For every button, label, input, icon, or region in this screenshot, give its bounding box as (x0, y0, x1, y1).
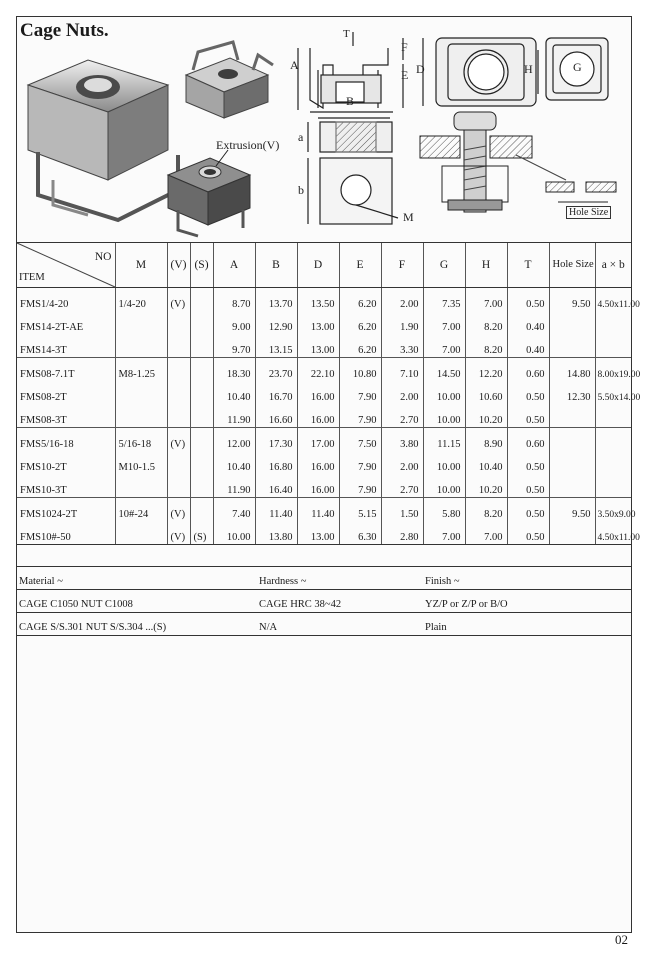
cell-g: 10.00 (423, 451, 465, 474)
cell-b: 12.90 (255, 311, 297, 334)
cell-g: 7.00 (423, 521, 465, 545)
cell-axb (595, 428, 631, 452)
cell-axb: 8.00x19.00 (595, 358, 631, 382)
cell-a: 10.40 (213, 451, 255, 474)
materials-row (17, 613, 631, 636)
cell-b: 23.70 (255, 358, 297, 382)
illustrations (18, 30, 630, 238)
material-value: CAGE C1050 NUT C1008 (19, 599, 133, 610)
dim-t-label: T (343, 28, 350, 40)
cell-d: 13.00 (297, 311, 339, 334)
cell-s (190, 498, 213, 522)
cell-hole (549, 404, 595, 428)
table-row (17, 428, 631, 452)
cell-v (167, 334, 190, 358)
cell-h: 10.20 (465, 404, 507, 428)
cell-a: 11.90 (213, 474, 255, 498)
materials-row (17, 590, 631, 613)
cell-hole: 9.50 (549, 498, 595, 522)
cell-e: 10.80 (339, 358, 381, 382)
cell-hole (549, 474, 595, 498)
material-value: CAGE S/S.301 NUT S/S.304 ...(S) (19, 622, 167, 633)
cell-g: 10.00 (423, 404, 465, 428)
cell-d: 16.00 (297, 451, 339, 474)
cell-e: 7.50 (339, 428, 381, 452)
cell-b: 13.80 (255, 521, 297, 545)
cell-hole: 14.80 (549, 358, 595, 382)
cell-item: FMS1024-2T (17, 498, 115, 522)
header-e: E (339, 243, 381, 288)
cell-b: 13.70 (255, 288, 297, 312)
header-h: H (465, 243, 507, 288)
cell-axb (595, 404, 631, 428)
materials-section (17, 566, 631, 636)
cell-v: (V) (167, 288, 190, 312)
cell-d: 17.00 (297, 428, 339, 452)
materials-header-row (17, 566, 631, 590)
extrusion-label: Extrusion(V) (216, 138, 280, 152)
table-row (17, 451, 631, 474)
cell-axb (595, 311, 631, 334)
cell-s (190, 428, 213, 452)
cell-v (167, 358, 190, 382)
cell-a: 18.30 (213, 358, 255, 382)
cell-f: 2.80 (381, 521, 423, 545)
header-d: D (297, 243, 339, 288)
cell-m: 10#-24 (115, 498, 167, 522)
cell-f: 2.70 (381, 404, 423, 428)
cell-f: 7.10 (381, 358, 423, 382)
dim-h-label: H (524, 62, 533, 76)
dim-a-small-label: a (298, 130, 304, 144)
cell-axb: 3.50x9.00 (595, 498, 631, 522)
table-row (17, 311, 631, 334)
cell-axb (595, 334, 631, 358)
cell-f: 2.70 (381, 474, 423, 498)
header-hole-size: Hole Size (549, 243, 595, 288)
cell-hole (549, 428, 595, 452)
cell-axb (595, 474, 631, 498)
cell-a: 11.90 (213, 404, 255, 428)
cell-t: 0.40 (507, 334, 549, 358)
cell-a: 10.40 (213, 381, 255, 404)
cell-hole (549, 334, 595, 358)
side-view-drawing (423, 38, 538, 106)
cell-d: 22.10 (297, 358, 339, 382)
cell-s: (S) (190, 521, 213, 545)
hardness-value: CAGE HRC 38~42 (259, 599, 342, 610)
cell-hole (549, 311, 595, 334)
cell-d: 16.00 (297, 381, 339, 404)
cell-a: 10.00 (213, 521, 255, 545)
cell-b: 16.60 (255, 404, 297, 428)
cell-t: 0.50 (507, 288, 549, 312)
header-a: A (213, 243, 255, 288)
cell-h: 8.20 (465, 498, 507, 522)
cell-s (190, 311, 213, 334)
header-item: ITEM (19, 272, 45, 283)
cell-e: 7.90 (339, 404, 381, 428)
finish-header: Finish ~ (425, 576, 460, 587)
cell-g: 7.35 (423, 288, 465, 312)
cell-g: 10.00 (423, 381, 465, 404)
cell-t: 0.50 (507, 381, 549, 404)
hole-size-detail (516, 155, 616, 202)
cell-hole (549, 451, 595, 474)
cell-d: 16.00 (297, 404, 339, 428)
cell-g: 14.50 (423, 358, 465, 382)
table-row (17, 381, 631, 404)
cell-axb (595, 451, 631, 474)
cell-f: 3.80 (381, 428, 423, 452)
cell-axb: 4.50x11.00 (595, 521, 631, 545)
cell-v (167, 474, 190, 498)
cell-t: 0.60 (507, 428, 549, 452)
dim-b-label: B (346, 94, 355, 108)
cell-e: 7.90 (339, 381, 381, 404)
cage-nut-extrusion-photo (168, 150, 250, 236)
cell-d: 13.00 (297, 334, 339, 358)
cell-v (167, 381, 190, 404)
cell-m (115, 521, 167, 545)
cell-f: 2.00 (381, 381, 423, 404)
cell-hole: 9.50 (549, 288, 595, 312)
cell-g: 11.15 (423, 428, 465, 452)
cell-b: 17.30 (255, 428, 297, 452)
assembly-section-drawing (420, 112, 532, 212)
cell-a: 8.70 (213, 288, 255, 312)
cell-e: 5.15 (339, 498, 381, 522)
cell-e: 6.20 (339, 288, 381, 312)
cell-e: 6.20 (339, 311, 381, 334)
cell-s (190, 474, 213, 498)
cell-f: 2.00 (381, 288, 423, 312)
cell-f: 2.00 (381, 451, 423, 474)
cell-d: 16.00 (297, 474, 339, 498)
cell-s (190, 451, 213, 474)
cell-s (190, 358, 213, 382)
cell-item: FMS14-2T-AE (20, 322, 84, 333)
table-row (17, 521, 631, 545)
cell-item: FMS1/4-20 (20, 299, 69, 310)
header-v: (V) (167, 243, 190, 288)
cell-t: 0.50 (507, 451, 549, 474)
cell-m (115, 381, 167, 404)
cell-b: 16.70 (255, 381, 297, 404)
cell-h: 12.20 (465, 358, 507, 382)
cell-g: 7.00 (423, 311, 465, 334)
cell-a: 9.00 (213, 311, 255, 334)
cell-v: (V) (167, 521, 190, 545)
cell-s (190, 404, 213, 428)
cell-t: 0.50 (507, 474, 549, 498)
header-m: M (115, 243, 167, 288)
cell-item: FMS5/16-18 (17, 428, 115, 452)
cell-v: (V) (167, 428, 190, 452)
cell-item: FMS10-2T (20, 462, 67, 473)
hardness-value: N/A (259, 622, 278, 633)
product-drawings (18, 30, 630, 238)
table-row (17, 334, 631, 358)
cell-f: 1.90 (381, 311, 423, 334)
cell-d: 13.50 (297, 288, 339, 312)
cell-a: 7.40 (213, 498, 255, 522)
dim-e-label: E (401, 68, 409, 82)
spec-table (17, 242, 641, 545)
cell-m (115, 334, 167, 358)
cage-nut-large-photo (28, 60, 178, 220)
cell-a: 9.70 (213, 334, 255, 358)
cell-e: 7.90 (339, 451, 381, 474)
cell-item: FMS10-3T (20, 485, 67, 496)
cell-t: 0.50 (507, 521, 549, 545)
dim-f-label: F (401, 40, 408, 54)
header-b: B (255, 243, 297, 288)
cell-e: 7.90 (339, 474, 381, 498)
cell-m: M8-1.25 (115, 358, 167, 382)
header-t: T (507, 243, 549, 288)
cell-d: 11.40 (297, 498, 339, 522)
cell-f: 1.50 (381, 498, 423, 522)
cell-item: FMS08-2T (20, 392, 67, 403)
page-title: Cage Nuts. (20, 20, 109, 41)
finish-value: YZ/P or Z/P or B/O (425, 599, 508, 610)
cell-h: 8.20 (465, 334, 507, 358)
dim-m-label: M (403, 210, 414, 224)
cell-h: 10.40 (465, 451, 507, 474)
cell-item: FMS08-7.1T (17, 358, 115, 382)
cell-b: 16.80 (255, 451, 297, 474)
cell-v (167, 451, 190, 474)
dim-g-label: G (573, 60, 582, 74)
cell-t: 0.40 (507, 311, 549, 334)
cell-m (115, 311, 167, 334)
header-no-item (17, 243, 115, 288)
cell-h: 10.20 (465, 474, 507, 498)
cell-m: M10-1.5 (115, 451, 167, 474)
header-f: F (381, 243, 423, 288)
cell-b: 13.15 (255, 334, 297, 358)
spec-table-body (17, 288, 641, 545)
cell-axb: 5.50x14.00 (595, 381, 631, 404)
cell-m: 5/16-18 (115, 428, 167, 452)
page-number: 02 (615, 932, 628, 947)
cell-h: 8.20 (465, 311, 507, 334)
hardness-header: Hardness ~ (259, 576, 307, 587)
cell-b: 11.40 (255, 498, 297, 522)
cell-h: 7.00 (465, 521, 507, 545)
cell-m (115, 404, 167, 428)
cell-v: (V) (167, 498, 190, 522)
cell-v (167, 311, 190, 334)
cell-item: FMS08-3T (20, 415, 67, 426)
cage-nut-small-photo (186, 42, 273, 118)
dim-a-label: A (290, 58, 299, 72)
cell-item: FMS14-3T (20, 345, 67, 356)
cell-g: 7.00 (423, 334, 465, 358)
table-row (17, 358, 631, 382)
header-axb: a × b (595, 243, 631, 288)
cell-g: 5.80 (423, 498, 465, 522)
table-header-row (17, 243, 631, 288)
cell-t: 0.60 (507, 358, 549, 382)
cell-hole: 12.30 (549, 381, 595, 404)
cell-h: 10.60 (465, 381, 507, 404)
cell-axb: 4.50x11.00 (595, 288, 631, 312)
cell-h: 8.90 (465, 428, 507, 452)
cell-b: 16.40 (255, 474, 297, 498)
cell-s (190, 334, 213, 358)
cell-t: 0.50 (507, 498, 549, 522)
panel-drawing (308, 122, 398, 224)
cell-v (167, 404, 190, 428)
header-no: NO (94, 251, 112, 263)
cell-g: 10.00 (423, 474, 465, 498)
finish-value: Plain (425, 622, 447, 633)
cell-d: 13.00 (297, 521, 339, 545)
dim-d-label: D (416, 62, 425, 76)
material-header: Material ~ (19, 576, 63, 587)
header-g: G (423, 243, 465, 288)
table-row (17, 474, 631, 498)
cell-t: 0.50 (507, 404, 549, 428)
dim-b-small-label: b (298, 183, 304, 197)
cell-s (190, 288, 213, 312)
cell-m: 1/4-20 (115, 288, 167, 312)
cell-hole (549, 521, 595, 545)
cell-e: 6.30 (339, 521, 381, 545)
cell-s (190, 381, 213, 404)
table-row (17, 288, 631, 312)
cell-e: 6.20 (339, 334, 381, 358)
table-row (17, 404, 631, 428)
hole-size-label: Hole Size (566, 206, 611, 219)
cell-a: 12.00 (213, 428, 255, 452)
cell-h: 7.00 (465, 288, 507, 312)
table-row (17, 498, 631, 522)
cell-m (115, 474, 167, 498)
cell-f: 3.30 (381, 334, 423, 358)
cell-item: FMS10#-50 (17, 521, 115, 545)
header-s: (S) (190, 243, 213, 288)
